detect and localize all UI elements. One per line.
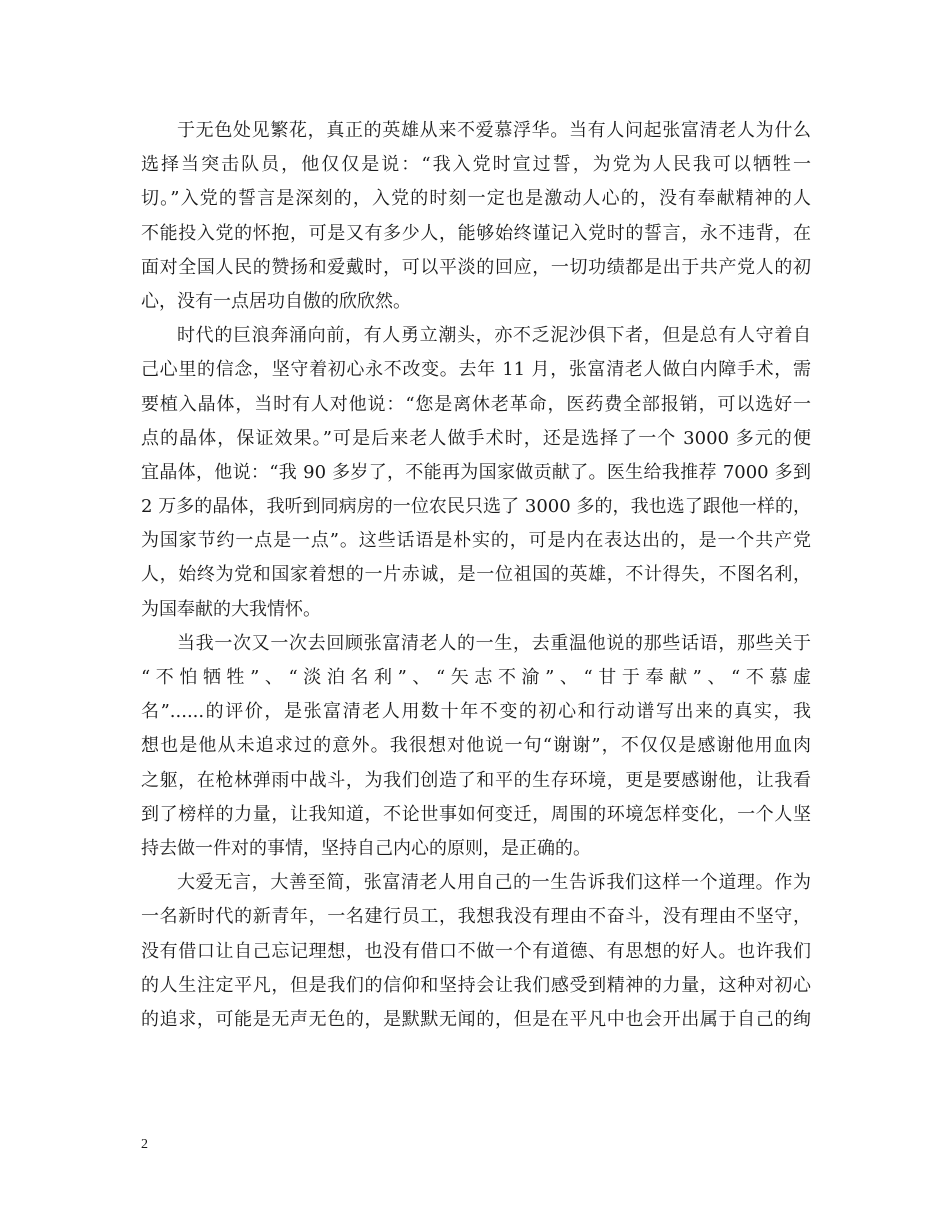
- paragraph-1: [141, 114, 811, 319]
- text-line: 大爱无言，大善至简，张富清老人用自己的一生告诉我们这样一个道理。作为: [177, 872, 811, 894]
- text-line: 想也是他从未追求过的意外。我很想对他说一句“谢谢”，不仅仅是感谢他用血肉: [141, 735, 811, 757]
- text-line: “不怕牺牲”、“淡泊名利”、“矢志不渝”、“甘于奉献”、“不慕虚: [141, 667, 811, 688]
- text-line: 宜晶体，他说：“我 90 多岁了，不能再为国家做贡献了。医生给我推荐 7000 多到: [141, 461, 811, 483]
- text-line: 于无色处见繁花，真正的英雄从来不爱慕浮华。当有人问起张富清老人为什么: [177, 120, 811, 141]
- paragraph-4: [141, 866, 811, 1037]
- text-line: 一名新时代的新青年，一名建行员工，我想我没有理由不奋斗，没有理由不坚守，: [141, 906, 811, 928]
- page-number: 2: [141, 1137, 148, 1152]
- text-line: 为国奉献的大我情怀。: [141, 598, 321, 620]
- paragraph-3: [141, 627, 811, 866]
- text-line: 切。”入党的誓言是深刻的，入党的时刻一定也是激动人心的，没有奉献精神的人: [141, 188, 811, 210]
- text-line: 当我一次又一次去回顾张富清老人的一生，去重温他说的那些话语，那些关于: [177, 632, 811, 654]
- text-line: 为国家节约一点是一点”。这些话语是朴实的，可是内在表达出的，是一个共产党: [141, 530, 811, 552]
- text-line: 人，始终为党和国家着想的一片赤诚，是一位祖国的英雄，不计得失，不图名利，: [141, 564, 811, 586]
- text-line: 的人生注定平凡，但是我们的信仰和坚持会让我们感受到精神的力量，这种对初心: [141, 974, 811, 996]
- text-line: 选择当突击队员，他仅仅是说：“我入党时宣过誓，为党为人民我可以牺牲一: [141, 154, 811, 176]
- text-line: 面对全国人民的赞扬和爱戴时，可以平淡的回应，一切功绩都是出于共产党人的初: [141, 256, 811, 278]
- text-line: 到了榜样的力量，让我知道，不论世事如何变迁，周围的环境怎样变化，一个人坚: [141, 803, 811, 825]
- text-line: 2 万多的晶体，我听到同病房的一位农民只选了 3000 多的，我也选了跟他一样的，: [141, 496, 811, 518]
- text-line: 的追求，可能是无声无色的，是默默无闻的，但是在平凡中也会开出属于自己的绚: [141, 1008, 811, 1030]
- text-line: 点的晶体，保证效果。”可是后来老人做手术时，还是选择了一个 3000 多元的便: [141, 427, 811, 449]
- text-line: 之躯，在枪林弹雨中战斗，为我们创造了和平的生存环境，更是要感谢他，让我看: [141, 769, 811, 791]
- text-line: 名”......的评价，是张富清老人用数十年不变的初心和行动谱写出来的真实，我: [141, 701, 811, 723]
- paragraph-2: [141, 319, 811, 627]
- text-line: 要植入晶体，当时有人对他说：“您是离休老革命，医药费全部报销，可以选好一: [141, 393, 811, 415]
- text-line: 己心里的信念，坚守着初心永不改变。去年 11 月，张富清老人做白内障手术，需: [141, 359, 811, 381]
- text-line: 时代的巨浪奔涌向前，有人勇立潮头，亦不乏泥沙俱下者，但是总有人守着自: [177, 325, 811, 347]
- text-line: 持去做一件对的事情，坚持自己内心的原则，是正确的。: [141, 837, 591, 859]
- text-line: 不能投入党的怀抱，可是又有多少人，能够始终谨记入党时的誓言，永不违背，在: [141, 222, 811, 244]
- body-text: [141, 114, 811, 1037]
- text-line: 心，没有一点居功自傲的欣欣然。: [141, 290, 411, 312]
- text-line: 没有借口让自己忘记理想，也没有借口不做一个有道德、有思想的好人。也许我们: [141, 940, 811, 962]
